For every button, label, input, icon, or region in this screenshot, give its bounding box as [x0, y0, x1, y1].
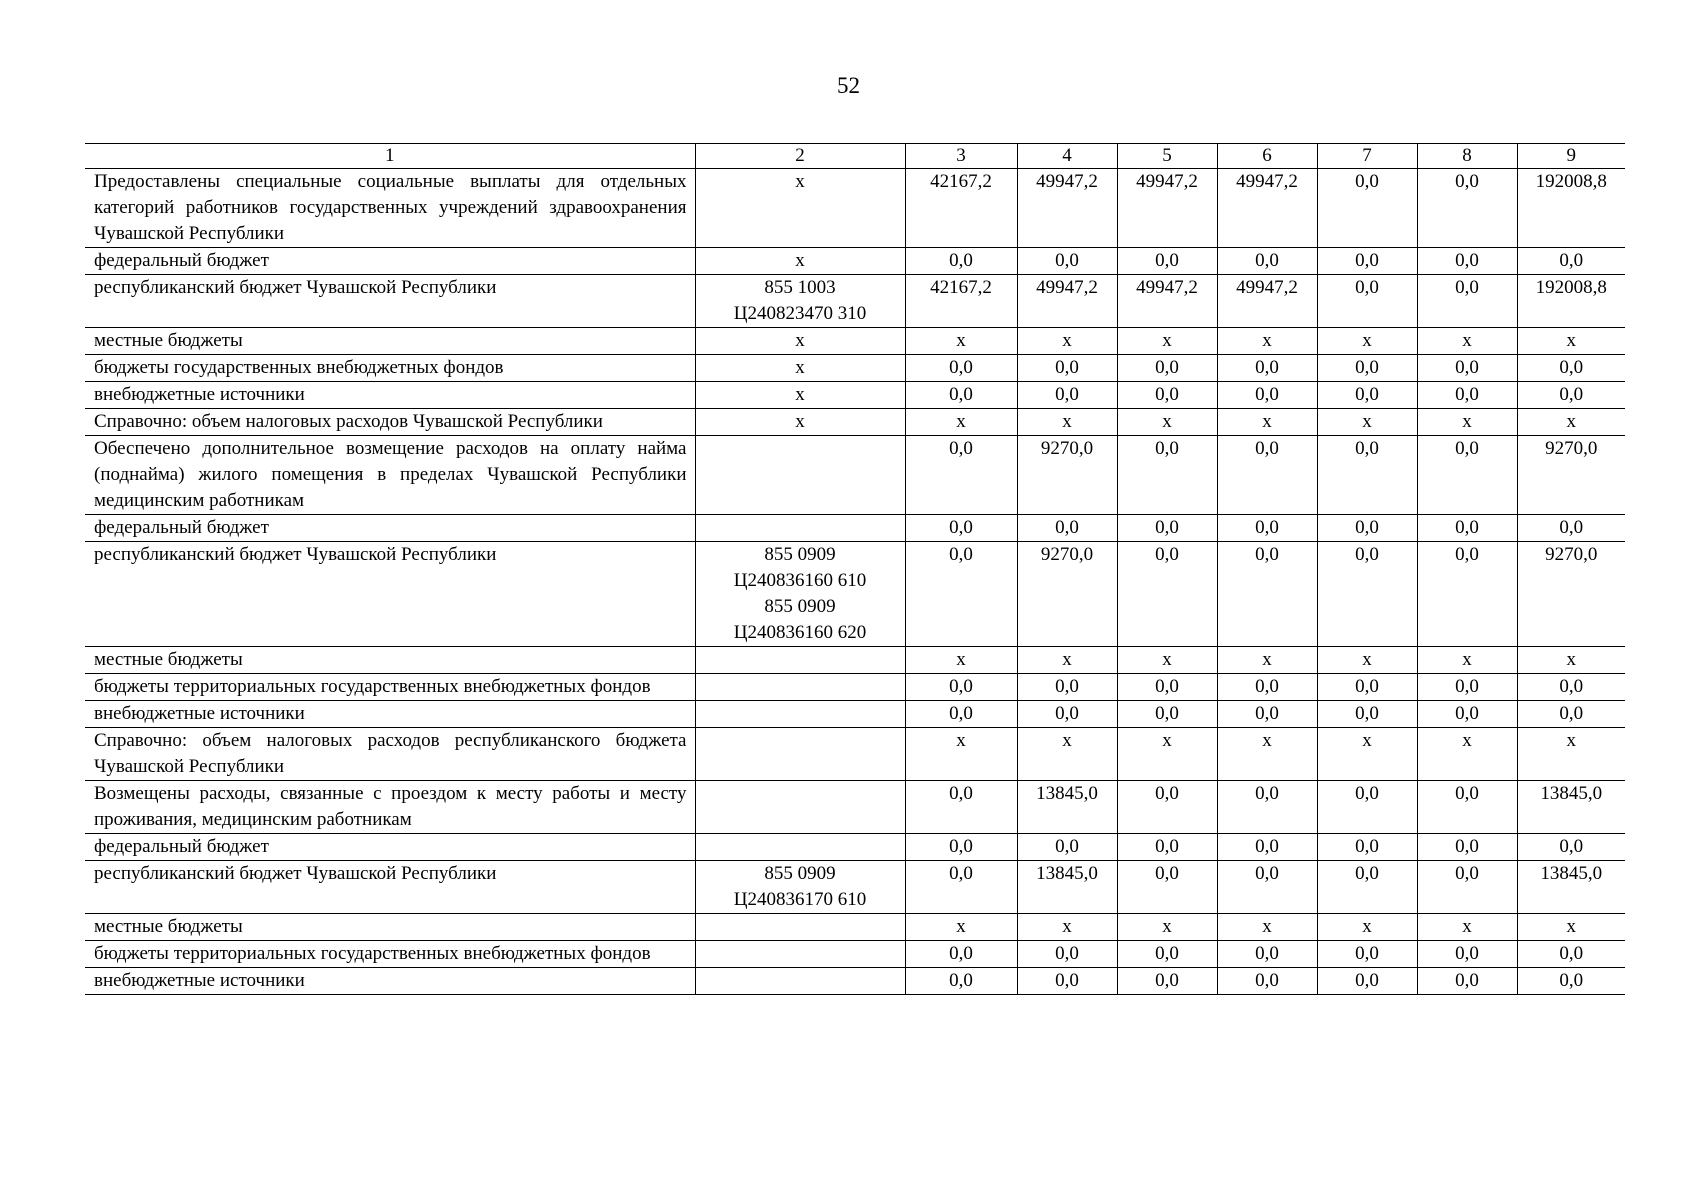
value-cell: 0,0	[1017, 674, 1117, 701]
value-cell: 192008,8	[1517, 275, 1625, 328]
budget-code	[695, 515, 905, 542]
value-cell: 49947,2	[1017, 275, 1117, 328]
value-cell: x	[1317, 328, 1417, 355]
value-cell: 49947,2	[1017, 169, 1117, 248]
value-cell: 0,0	[1217, 436, 1317, 515]
value-cell: 0,0	[1517, 941, 1625, 968]
header-cell: 1	[85, 144, 695, 169]
header-cell: 4	[1017, 144, 1117, 169]
value-cell: x	[1417, 328, 1517, 355]
value-cell: 0,0	[905, 781, 1017, 834]
value-cell: 0,0	[1517, 701, 1625, 728]
value-cell: 0,0	[1317, 382, 1417, 409]
header-cell: 8	[1417, 144, 1517, 169]
row-description: внебюджетные источники	[85, 382, 695, 409]
value-cell: 0,0	[1517, 834, 1625, 861]
value-cell: 0,0	[1417, 781, 1517, 834]
table-row	[85, 781, 1625, 834]
value-cell: 192008,8	[1517, 169, 1625, 248]
value-cell: 0,0	[1417, 968, 1517, 995]
row-description: республиканский бюджет Чувашской Республики	[85, 275, 695, 328]
budget-code	[695, 647, 905, 674]
value-cell: x	[1517, 409, 1625, 436]
table-row	[85, 701, 1625, 728]
value-cell: 0,0	[1117, 515, 1217, 542]
value-cell: x	[1417, 647, 1517, 674]
value-cell: 0,0	[1517, 674, 1625, 701]
budget-code	[695, 436, 905, 515]
value-cell: x	[1417, 409, 1517, 436]
value-cell: 0,0	[1517, 248, 1625, 275]
value-cell: 0,0	[1217, 355, 1317, 382]
row-description: бюджеты территориальных государственных внебюджетных фондов	[85, 674, 695, 701]
budget-code: 855 0909 Ц240836170 610	[695, 861, 905, 914]
budget-code	[695, 941, 905, 968]
value-cell: 9270,0	[1517, 542, 1625, 647]
value-cell: 0,0	[1317, 275, 1417, 328]
table-row	[85, 409, 1625, 436]
value-cell: 0,0	[1017, 355, 1117, 382]
row-description: местные бюджеты	[85, 914, 695, 941]
table-row	[85, 275, 1625, 328]
value-cell: 0,0	[1217, 941, 1317, 968]
value-cell: x	[1017, 647, 1117, 674]
value-cell: 0,0	[1117, 436, 1217, 515]
value-cell: 9270,0	[1517, 436, 1625, 515]
value-cell: 0,0	[1217, 248, 1317, 275]
value-cell: 0,0	[1017, 515, 1117, 542]
value-cell: 0,0	[1417, 834, 1517, 861]
row-description: федеральный бюджет	[85, 248, 695, 275]
row-description: внебюджетные источники	[85, 968, 695, 995]
value-cell: 9270,0	[1017, 542, 1117, 647]
budget-code: x	[695, 169, 905, 248]
value-cell: x	[1517, 914, 1625, 941]
row-description: республиканский бюджет Чувашской Республики	[85, 861, 695, 914]
value-cell: 0,0	[1417, 674, 1517, 701]
value-cell: 0,0	[1317, 701, 1417, 728]
value-cell: 0,0	[905, 861, 1017, 914]
budget-code: 855 1003 Ц240823470 310	[695, 275, 905, 328]
table-row	[85, 968, 1625, 995]
value-cell: x	[1217, 914, 1317, 941]
value-cell: 0,0	[905, 436, 1017, 515]
value-cell: 0,0	[1117, 968, 1217, 995]
value-cell: 0,0	[905, 355, 1017, 382]
header-cell: 3	[905, 144, 1017, 169]
table-row	[85, 914, 1625, 941]
table-row	[85, 674, 1625, 701]
value-cell: 0,0	[1017, 248, 1117, 275]
header-cell: 9	[1517, 144, 1625, 169]
value-cell: x	[1517, 328, 1625, 355]
value-cell: 0,0	[1117, 781, 1217, 834]
value-cell: 0,0	[1117, 382, 1217, 409]
value-cell: 49947,2	[1117, 275, 1217, 328]
value-cell: x	[1317, 647, 1417, 674]
value-cell: 13845,0	[1017, 861, 1117, 914]
row-description: бюджеты территориальных государственных внебюджетных фондов	[85, 941, 695, 968]
value-cell: 0,0	[1117, 355, 1217, 382]
value-cell: 0,0	[1117, 674, 1217, 701]
table-body	[85, 144, 1625, 995]
table-row	[85, 941, 1625, 968]
row-description: Предоставлены специальные социальные выплаты для отдельных категорий работников государственных учреждений здравоохранения Чувашской Республики	[85, 169, 695, 248]
value-cell: 13845,0	[1017, 781, 1117, 834]
value-cell: 0,0	[1017, 701, 1117, 728]
value-cell: 0,0	[1317, 355, 1417, 382]
value-cell: 0,0	[1117, 834, 1217, 861]
value-cell: 0,0	[905, 834, 1017, 861]
table-row	[85, 647, 1625, 674]
budget-code	[695, 674, 905, 701]
value-cell: 0,0	[1117, 248, 1217, 275]
value-cell: 13845,0	[1517, 781, 1625, 834]
value-cell: 0,0	[905, 968, 1017, 995]
value-cell: 0,0	[1317, 674, 1417, 701]
value-cell: 0,0	[1117, 861, 1217, 914]
budget-code	[695, 968, 905, 995]
value-cell: x	[1117, 409, 1217, 436]
value-cell: x	[1417, 914, 1517, 941]
value-cell: 0,0	[1317, 515, 1417, 542]
value-cell: x	[1017, 914, 1117, 941]
value-cell: 0,0	[1017, 382, 1117, 409]
table-row	[85, 355, 1625, 382]
value-cell: 42167,2	[905, 275, 1017, 328]
table-row	[85, 834, 1625, 861]
table-row	[85, 169, 1625, 248]
table-row	[85, 382, 1625, 409]
value-cell: x	[1017, 728, 1117, 781]
value-cell: 0,0	[905, 701, 1017, 728]
header-cell: 6	[1217, 144, 1317, 169]
value-cell: x	[1317, 914, 1417, 941]
header-cell: 5	[1117, 144, 1217, 169]
value-cell: x	[1017, 409, 1117, 436]
value-cell: 0,0	[1317, 248, 1417, 275]
value-cell: 49947,2	[1117, 169, 1217, 248]
value-cell: x	[1217, 647, 1317, 674]
table-row	[85, 515, 1625, 542]
value-cell: 0,0	[1017, 941, 1117, 968]
page-number: 52	[837, 73, 860, 98]
value-cell: x	[1317, 409, 1417, 436]
row-description: федеральный бюджет	[85, 834, 695, 861]
budget-code: x	[695, 328, 905, 355]
row-description: Справочно: объем налоговых расходов Чувашской Республики	[85, 409, 695, 436]
budget-code: x	[695, 248, 905, 275]
value-cell: 0,0	[1417, 941, 1517, 968]
table-row	[85, 542, 1625, 647]
value-cell: 0,0	[1517, 355, 1625, 382]
value-cell: x	[1517, 647, 1625, 674]
value-cell: 0,0	[1017, 834, 1117, 861]
value-cell: 0,0	[1417, 382, 1517, 409]
value-cell: x	[1217, 409, 1317, 436]
value-cell: x	[1217, 328, 1317, 355]
value-cell: 0,0	[905, 515, 1017, 542]
budget-code: x	[695, 355, 905, 382]
header-cell: 2	[695, 144, 905, 169]
value-cell: x	[1117, 647, 1217, 674]
value-cell: 0,0	[1317, 861, 1417, 914]
value-cell: 0,0	[1317, 436, 1417, 515]
budget-code	[695, 834, 905, 861]
table-row	[85, 328, 1625, 355]
row-description: Обеспечено дополнительное возмещение расходов на оплату найма (поднайма) жилого помещения в пределах Чувашской Республики медицинским работникам	[85, 436, 695, 515]
row-description: местные бюджеты	[85, 328, 695, 355]
value-cell: 0,0	[1217, 968, 1317, 995]
value-cell: 0,0	[1217, 515, 1317, 542]
table-row	[85, 436, 1625, 515]
value-cell: 0,0	[1117, 941, 1217, 968]
row-description: федеральный бюджет	[85, 515, 695, 542]
value-cell: 0,0	[905, 674, 1017, 701]
value-cell: 0,0	[1317, 834, 1417, 861]
value-cell: 0,0	[1117, 701, 1217, 728]
value-cell: 0,0	[1317, 169, 1417, 248]
value-cell: 0,0	[1317, 781, 1417, 834]
value-cell: 0,0	[1317, 542, 1417, 647]
value-cell: 0,0	[1417, 355, 1517, 382]
value-cell: x	[1117, 728, 1217, 781]
budget-code	[695, 781, 905, 834]
value-cell: 0,0	[905, 248, 1017, 275]
value-cell: 0,0	[1117, 542, 1217, 647]
table-row	[85, 248, 1625, 275]
value-cell: 13845,0	[1517, 861, 1625, 914]
header-cell: 7	[1317, 144, 1417, 169]
value-cell: x	[1217, 728, 1317, 781]
value-cell: 0,0	[1217, 861, 1317, 914]
value-cell: x	[905, 328, 1017, 355]
value-cell: x	[1517, 728, 1625, 781]
budget-code	[695, 701, 905, 728]
value-cell: 0,0	[1217, 834, 1317, 861]
value-cell: 0,0	[1217, 674, 1317, 701]
value-cell: 0,0	[1417, 542, 1517, 647]
value-cell: 0,0	[1417, 515, 1517, 542]
row-description: Возмещены расходы, связанные с проездом к месту работы и месту проживания, медицинским работникам	[85, 781, 695, 834]
value-cell: 0,0	[1417, 701, 1517, 728]
value-cell: x	[1317, 728, 1417, 781]
value-cell: 0,0	[1317, 941, 1417, 968]
value-cell: 0,0	[1217, 382, 1317, 409]
value-cell: 0,0	[1417, 861, 1517, 914]
budget-table	[85, 143, 1625, 995]
value-cell: 49947,2	[1217, 275, 1317, 328]
value-cell: 0,0	[1517, 515, 1625, 542]
value-cell: 0,0	[1217, 542, 1317, 647]
budget-code: x	[695, 409, 905, 436]
value-cell: 0,0	[1217, 701, 1317, 728]
value-cell: 0,0	[1317, 968, 1417, 995]
value-cell: x	[1117, 328, 1217, 355]
row-description: местные бюджеты	[85, 647, 695, 674]
value-cell: x	[1117, 914, 1217, 941]
value-cell: x	[905, 647, 1017, 674]
table-header-row	[85, 144, 1625, 169]
value-cell: 49947,2	[1217, 169, 1317, 248]
value-cell: 9270,0	[1017, 436, 1117, 515]
budget-code	[695, 728, 905, 781]
value-cell: 0,0	[1217, 781, 1317, 834]
value-cell: 0,0	[905, 382, 1017, 409]
row-description: внебюджетные источники	[85, 701, 695, 728]
value-cell: 0,0	[1017, 968, 1117, 995]
row-description: республиканский бюджет Чувашской Республики	[85, 542, 695, 647]
budget-code: x	[695, 382, 905, 409]
value-cell: x	[1017, 328, 1117, 355]
table-row	[85, 861, 1625, 914]
row-description: Справочно: объем налоговых расходов республиканского бюджета Чувашской Республики	[85, 728, 695, 781]
value-cell: 0,0	[1417, 248, 1517, 275]
value-cell: x	[1417, 728, 1517, 781]
value-cell: 42167,2	[905, 169, 1017, 248]
value-cell: 0,0	[1517, 968, 1625, 995]
value-cell: 0,0	[1417, 436, 1517, 515]
row-description: бюджеты государственных внебюджетных фондов	[85, 355, 695, 382]
budget-code: 855 0909 Ц240836160 610 855 0909 Ц240836160 620	[695, 542, 905, 647]
value-cell: x	[905, 914, 1017, 941]
budget-code	[695, 914, 905, 941]
value-cell: 0,0	[1517, 382, 1625, 409]
value-cell: 0,0	[905, 542, 1017, 647]
value-cell: 0,0	[1417, 275, 1517, 328]
table-row	[85, 728, 1625, 781]
value-cell: 0,0	[1417, 169, 1517, 248]
value-cell: x	[905, 409, 1017, 436]
value-cell: 0,0	[905, 941, 1017, 968]
value-cell: x	[905, 728, 1017, 781]
